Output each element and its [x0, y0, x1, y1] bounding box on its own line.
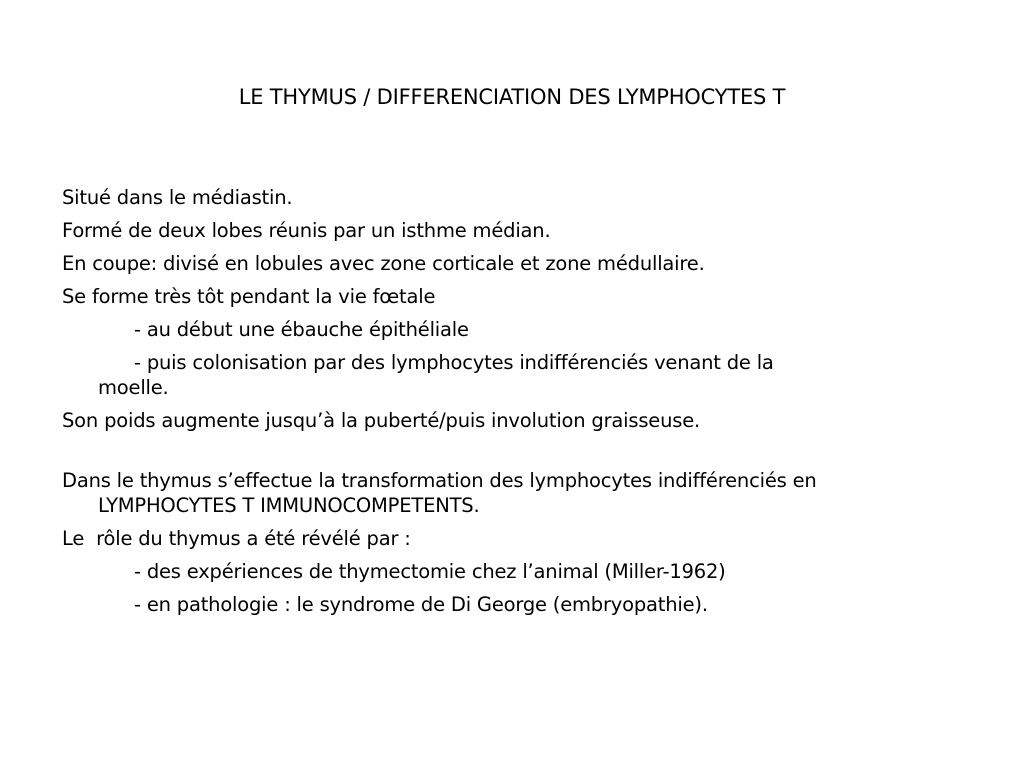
text-line-indented: - des expériences de thymectomie chez l’animal (Miller-1962)	[134, 560, 726, 583]
text-line-continuation: moelle.	[98, 376, 169, 399]
text-line: Son poids augmente jusqu’à la puberté/puis involution graisseuse.	[62, 409, 701, 432]
slide-body	[62, 181, 992, 621]
text-line: Formé de deux lobes réunis par un isthme médian.	[62, 219, 551, 242]
text-line-indented: - puis colonisation par des lymphocytes indifférenciés venant de la	[134, 351, 774, 374]
text-line-continuation: LYMPHOCYTES T IMMUNOCOMPETENTS.	[98, 494, 480, 517]
text-line-indented: - au début une ébauche épithéliale	[134, 318, 469, 341]
text-paragraph-wrapped	[62, 464, 992, 522]
text-paragraph-wrapped	[62, 346, 992, 404]
text-line-indented: - en pathologie : le syndrome de Di George (embryopathie).	[134, 593, 708, 616]
text-line: Dans le thymus s’effectue la transformation des lymphocytes indifférenciés en	[62, 469, 817, 492]
slide-title: LE THYMUS / DIFFERENCIATION DES LYMPHOCYTES T	[238, 85, 786, 109]
text-line: Situé dans le médiastin.	[62, 186, 293, 209]
text-line: Se forme très tôt pendant la vie fœtale	[62, 285, 436, 308]
text-line: Le rôle du thymus a été révélé par :	[62, 527, 411, 550]
text-line: En coupe: divisé en lobules avec zone corticale et zone médullaire.	[62, 252, 705, 275]
